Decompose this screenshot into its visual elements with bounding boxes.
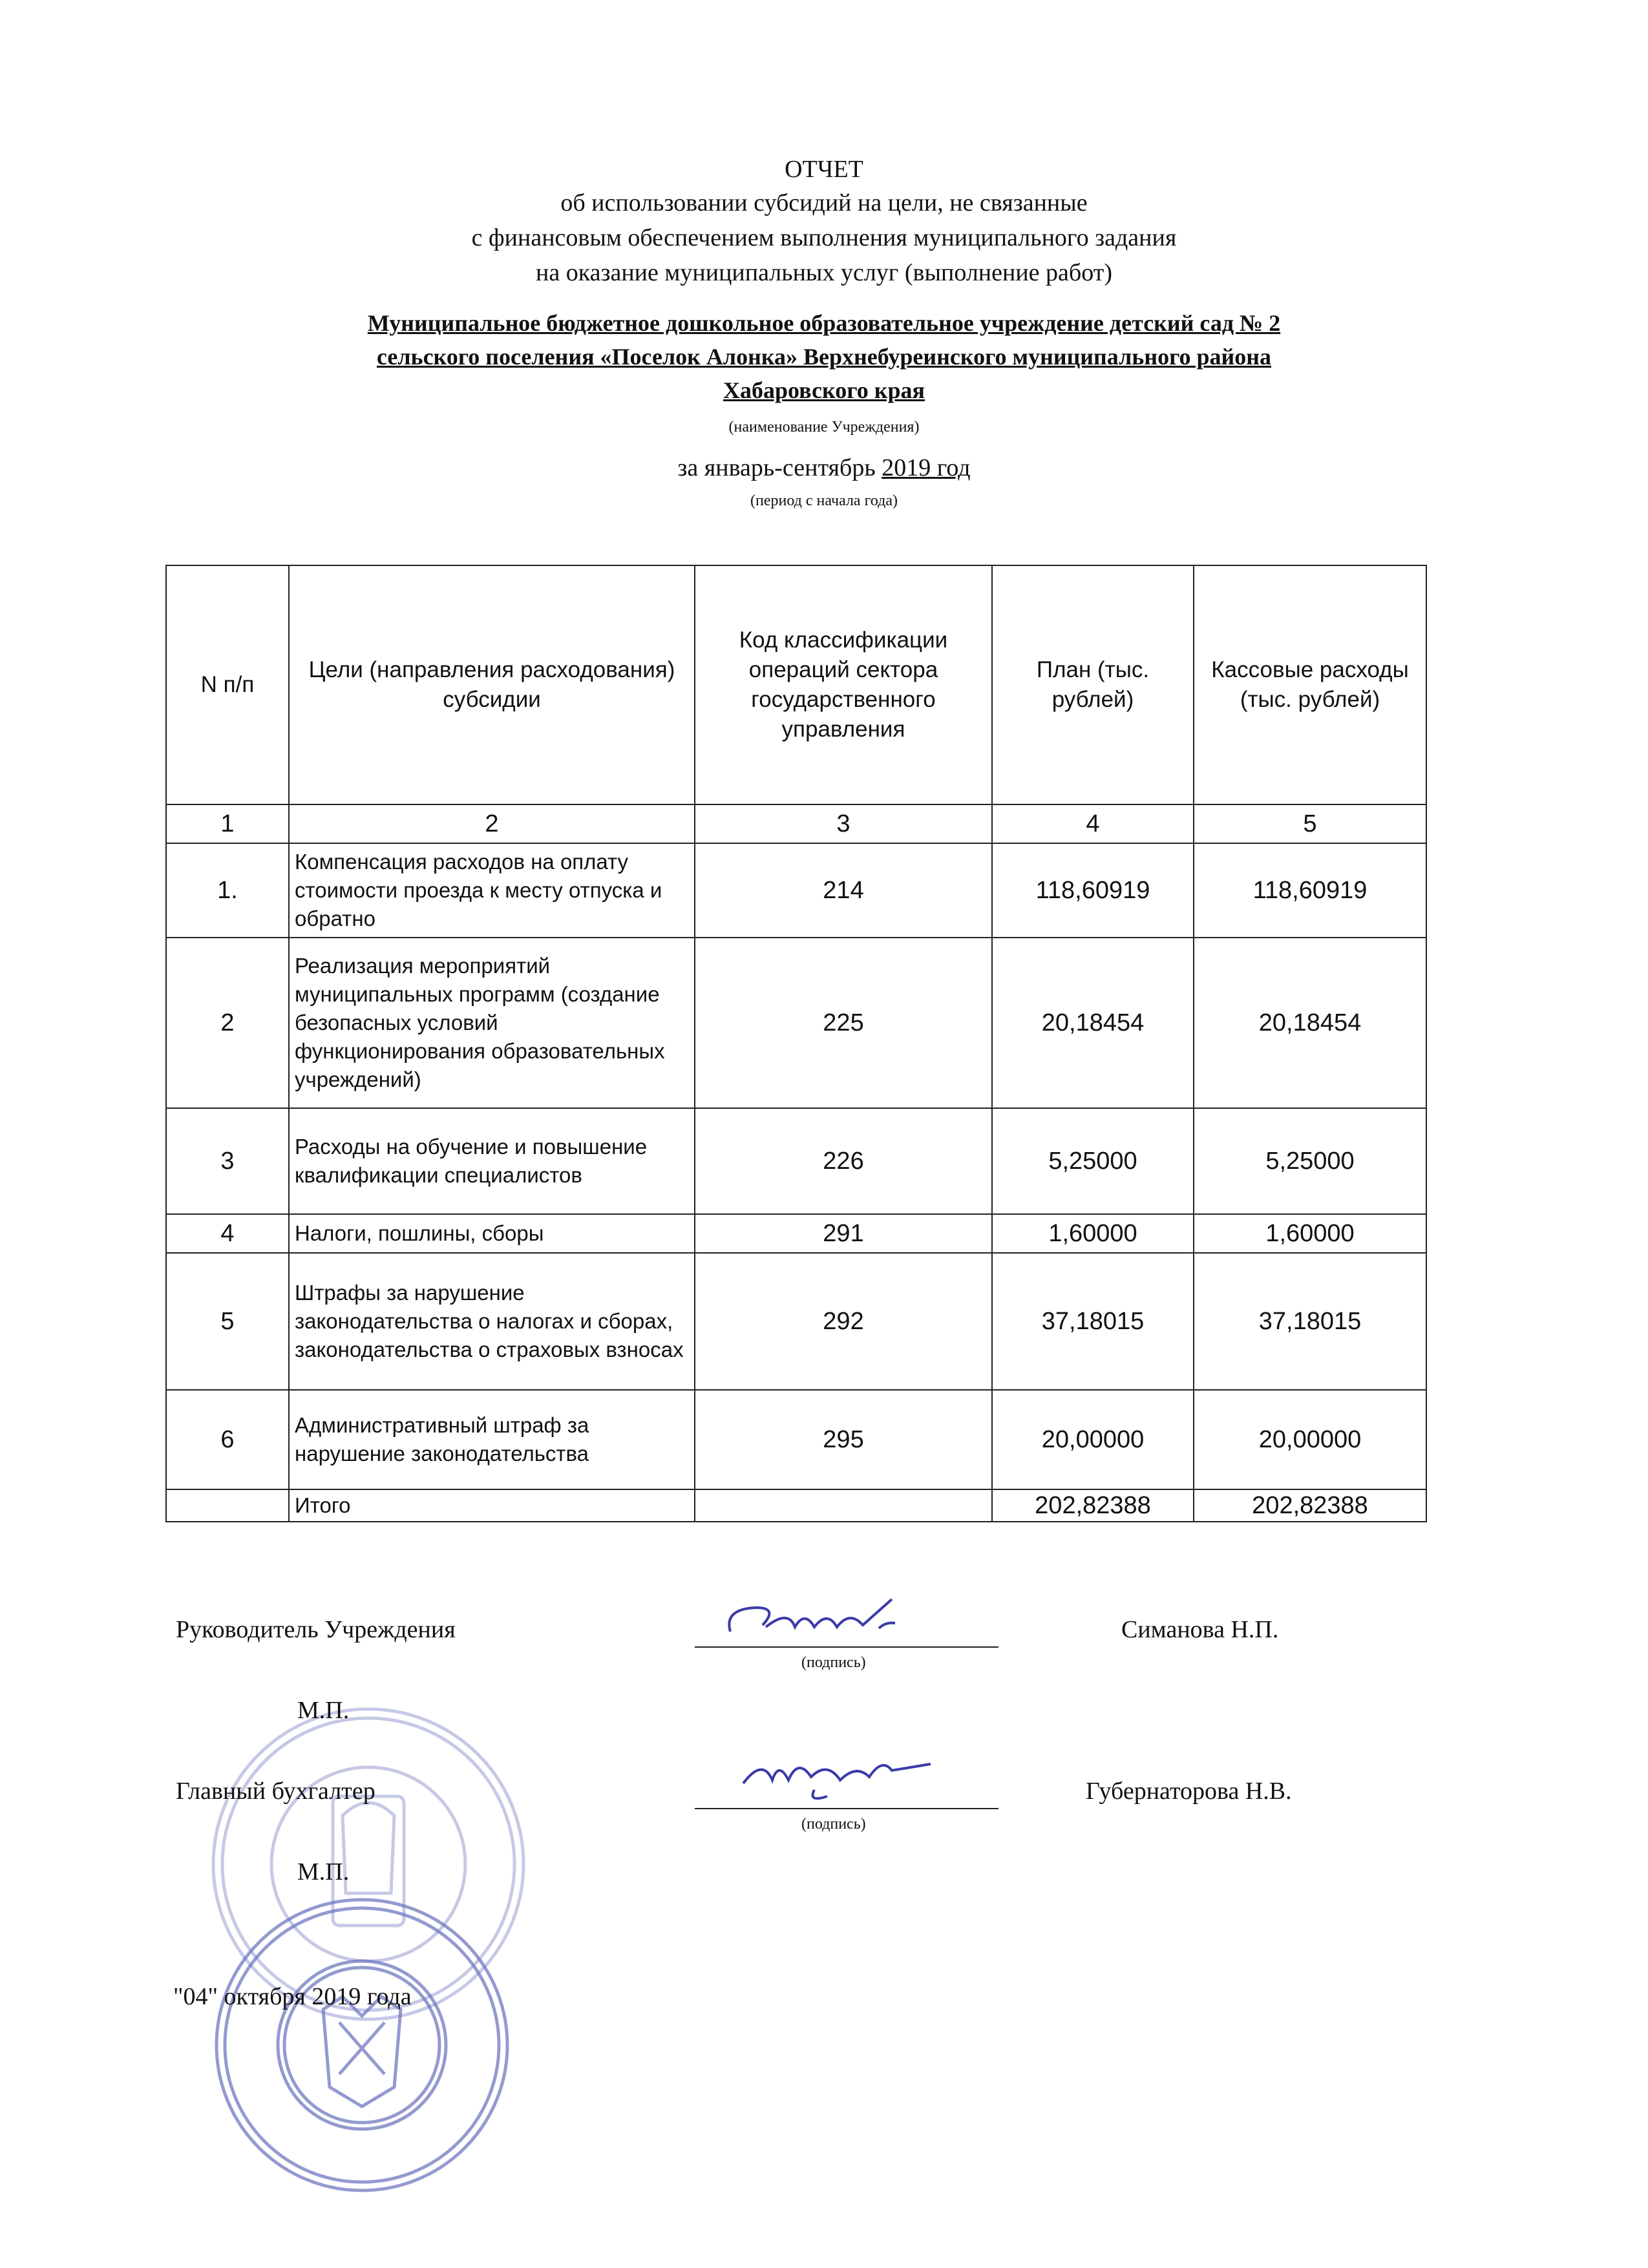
table-row: [166, 1253, 1426, 1390]
total-label: Итого: [289, 1489, 695, 1522]
row-number: 1.: [166, 843, 289, 938]
period-year: 2019 год: [882, 454, 971, 481]
row-number: 4: [166, 1214, 289, 1253]
row-spent: 5,25000: [1194, 1108, 1426, 1214]
column-number: 5: [1194, 804, 1426, 843]
table-row: [166, 843, 1426, 938]
accountant-signature-caption: (подпись): [801, 1816, 866, 1832]
row-code: 214: [695, 843, 992, 938]
total-spent: 202,82388: [1194, 1489, 1426, 1522]
column-number: 2: [289, 804, 695, 843]
row-number: 2: [166, 938, 289, 1108]
accountant-signature-line: [695, 1808, 998, 1809]
column-number: 4: [992, 804, 1194, 843]
row-spent: 37,18015: [1194, 1253, 1426, 1390]
col-header-plan: План (тыс. рублей): [992, 565, 1194, 804]
row-number: 3: [166, 1108, 289, 1214]
row-goal: Административный штраф за нарушение законодательства: [289, 1390, 695, 1489]
col-header-code: Код классификации операций сектора государственного управления: [695, 565, 992, 804]
director-name: Симанова Н.П.: [1121, 1616, 1279, 1643]
seal-place-2: М.П.: [297, 1858, 350, 1885]
period-prefix: за январь-сентябрь: [677, 454, 876, 481]
row-goal: Компенсация расходов на оплату стоимости проезда к месту отпуска и обратно: [289, 843, 695, 938]
row-plan: 20,00000: [992, 1390, 1194, 1489]
report-title: ОТЧЕТ: [785, 156, 863, 183]
row-plan: 118,60919: [992, 843, 1194, 938]
row-number: 6: [166, 1390, 289, 1489]
director-signature-line: [695, 1646, 998, 1648]
table-row: [166, 1214, 1426, 1253]
director-label: Руководитель Учреждения: [176, 1616, 456, 1643]
row-spent: 20,00000: [1194, 1390, 1426, 1489]
accountant-name: Губернаторова Н.В.: [1086, 1778, 1292, 1805]
report-subtitle-line-2: с финансовым обеспечением выполнения муниципального задания: [471, 224, 1177, 251]
report-subtitle-line-3: на оказание муниципальных услуг (выполнение работ): [536, 259, 1112, 286]
organization-caption: (наименование Учреждения): [728, 419, 920, 436]
centralized-accounting-seal-icon: [210, 1893, 514, 2197]
total-empty-cell: [166, 1489, 289, 1522]
row-plan: 5,25000: [992, 1108, 1194, 1214]
column-number-row: [166, 804, 1426, 843]
organization-line-3: Хабаровского края: [723, 377, 925, 403]
row-plan: 1,60000: [992, 1214, 1194, 1253]
col-header-goal: Цели (направления расходования) субсидии: [289, 565, 695, 804]
col-header-spent: Кассовые расходы (тыс. рублей): [1194, 565, 1426, 804]
total-row: [166, 1489, 1426, 1522]
organization-line-1: Муниципальное бюджетное дошкольное образовательное учреждение детский сад № 2: [367, 310, 1281, 336]
col-header-number: N п/п: [166, 565, 289, 804]
director-signature-caption: (подпись): [801, 1654, 866, 1671]
row-spent: 118,60919: [1194, 843, 1426, 938]
report-subtitle-line-1: об использовании субсидий на цели, не связанные: [560, 189, 1088, 216]
table-row: [166, 938, 1426, 1108]
column-number: 3: [695, 804, 992, 843]
total-plan: 202,82388: [992, 1489, 1194, 1522]
table-row: [166, 1390, 1426, 1489]
row-code: 295: [695, 1390, 992, 1489]
row-code: 225: [695, 938, 992, 1108]
row-code: 291: [695, 1214, 992, 1253]
total-code-cell: [695, 1489, 992, 1522]
accountant-label: Главный бухгалтер: [176, 1778, 375, 1805]
row-code: 226: [695, 1108, 992, 1214]
subsidy-report-table: [165, 565, 1427, 1522]
report-period: [0, 454, 1648, 482]
row-plan: 37,18015: [992, 1253, 1194, 1390]
row-number: 5: [166, 1253, 289, 1390]
row-plan: 20,18454: [992, 938, 1194, 1108]
period-caption: (период с начала года): [750, 492, 898, 509]
row-code: 292: [695, 1253, 992, 1390]
table-header-row: [166, 565, 1426, 804]
table-row: [166, 1108, 1426, 1214]
seal-place-1: М.П.: [297, 1697, 350, 1724]
director-signature-icon: [717, 1596, 911, 1648]
accountant-signature-icon: [737, 1745, 944, 1809]
row-spent: 1,60000: [1194, 1214, 1426, 1253]
row-goal: Налоги, пошлины, сборы: [289, 1214, 695, 1253]
report-date: "04" октября 2019 года: [173, 1983, 412, 2010]
column-number: 1: [166, 804, 289, 843]
organization-line-2: сельского поселения «Поселок Алонка» Верхнебуреинского муниципального района: [376, 344, 1272, 370]
row-goal: Реализация мероприятий муниципальных программ (создание безопасных условий функционирования образовательных учреждений): [289, 938, 695, 1108]
row-spent: 20,18454: [1194, 938, 1426, 1108]
row-goal: Расходы на обучение и повышение квалификации специалистов: [289, 1108, 695, 1214]
row-goal: Штрафы за нарушение законодательства о налогах и сборах, законодательства о страховых взносах: [289, 1253, 695, 1390]
